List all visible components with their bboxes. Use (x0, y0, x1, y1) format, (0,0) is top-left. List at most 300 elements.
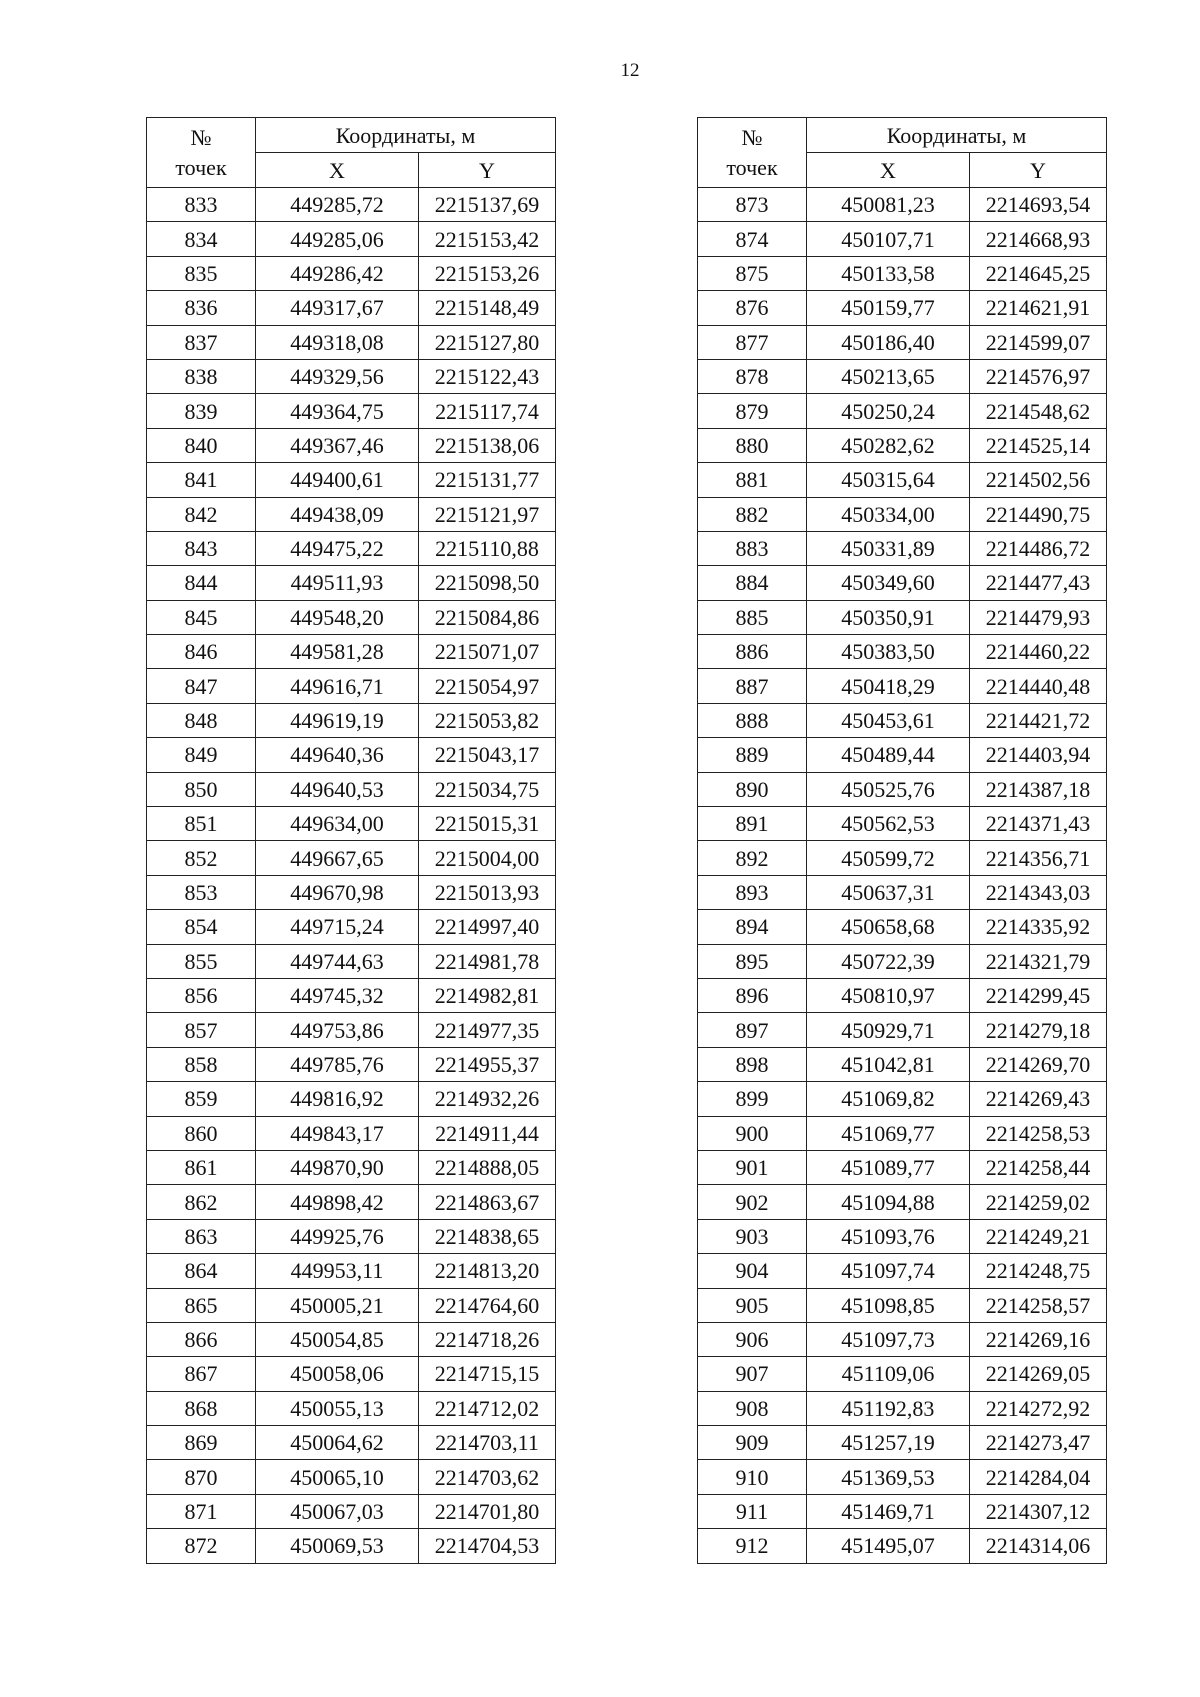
y-coordinate-cell: 2214701,80 (419, 1494, 556, 1528)
point-number-cell: 890 (698, 772, 807, 806)
table-row (698, 1254, 1107, 1288)
point-number-cell: 874 (698, 222, 807, 256)
table-row (147, 359, 556, 393)
table-row (698, 703, 1107, 737)
coordinates-header: Координаты, м (256, 118, 556, 153)
y-coordinate-cell: 2214932,26 (419, 1082, 556, 1116)
point-number-cell: 892 (698, 841, 807, 875)
table-row (147, 1150, 556, 1184)
table-body-right (698, 188, 1107, 1564)
point-number-cell: 857 (147, 1013, 256, 1047)
point-number-cell: 863 (147, 1219, 256, 1253)
y-coordinate-cell: 2215084,86 (419, 600, 556, 634)
point-number-cell: 845 (147, 600, 256, 634)
y-coordinate-cell: 2214258,57 (970, 1288, 1107, 1322)
x-coordinate-cell: 450107,71 (807, 222, 970, 256)
table-row (698, 256, 1107, 290)
point-number-cell: 897 (698, 1013, 807, 1047)
table-row (698, 1013, 1107, 1047)
point-number-cell: 886 (698, 635, 807, 669)
table-row (698, 394, 1107, 428)
y-coordinate-cell: 2215054,97 (419, 669, 556, 703)
point-number-cell: 869 (147, 1426, 256, 1460)
x-coordinate-cell: 449475,22 (256, 531, 419, 565)
table-row (698, 910, 1107, 944)
x-coordinate-cell: 450282,62 (807, 428, 970, 462)
y-coordinate-cell: 2214863,67 (419, 1185, 556, 1219)
point-number-cell: 891 (698, 807, 807, 841)
point-number-cell: 861 (147, 1150, 256, 1184)
x-coordinate-cell: 449616,71 (256, 669, 419, 703)
y-coordinate-cell: 2214258,44 (970, 1150, 1107, 1184)
x-coordinate-cell: 451192,83 (807, 1391, 970, 1425)
y-coordinate-cell: 2214813,20 (419, 1254, 556, 1288)
point-number-cell: 848 (147, 703, 256, 737)
x-coordinate-cell: 449816,92 (256, 1082, 419, 1116)
y-coordinate-cell: 2214703,11 (419, 1426, 556, 1460)
table-row (698, 1322, 1107, 1356)
table-row (147, 738, 556, 772)
coordinates-table-right (697, 117, 1107, 1564)
table-row (147, 291, 556, 325)
point-number-cell: 898 (698, 1047, 807, 1081)
x-coordinate-cell: 450929,71 (807, 1013, 970, 1047)
point-number-cell: 849 (147, 738, 256, 772)
y-coordinate-cell: 2214502,56 (970, 463, 1107, 497)
point-number-cell: 868 (147, 1391, 256, 1425)
x-coordinate-cell: 449785,76 (256, 1047, 419, 1081)
table-row (698, 1116, 1107, 1150)
x-coordinate-cell: 450562,53 (807, 807, 970, 841)
table-row (698, 875, 1107, 909)
x-coordinate-cell: 449870,90 (256, 1150, 419, 1184)
point-number-cell: 881 (698, 463, 807, 497)
x-coordinate-cell: 449634,00 (256, 807, 419, 841)
table-row (698, 1219, 1107, 1253)
x-coordinate-cell: 450315,64 (807, 463, 970, 497)
x-coordinate-cell: 450081,23 (807, 188, 970, 222)
x-coordinate-cell: 449745,32 (256, 978, 419, 1012)
point-number-cell: 856 (147, 978, 256, 1012)
point-number-cell: 864 (147, 1254, 256, 1288)
x-coordinate-cell: 449367,46 (256, 428, 419, 462)
point-number-cell: 846 (147, 635, 256, 669)
y-coordinate-cell: 2214259,02 (970, 1185, 1107, 1219)
table-row (147, 1322, 556, 1356)
x-coordinate-cell: 451097,73 (807, 1322, 970, 1356)
x-coordinate-cell: 450055,13 (256, 1391, 419, 1425)
number-sign-label: № (190, 124, 212, 150)
y-coordinate-cell: 2214440,48 (970, 669, 1107, 703)
point-number-cell: 895 (698, 944, 807, 978)
x-coordinate-cell: 449744,63 (256, 944, 419, 978)
table-row (698, 738, 1107, 772)
point-number-cell: 858 (147, 1047, 256, 1081)
x-header: X (807, 153, 970, 188)
point-number-cell: 911 (698, 1494, 807, 1528)
x-coordinate-cell: 451495,07 (807, 1529, 970, 1563)
x-coordinate-cell: 449438,09 (256, 497, 419, 531)
x-coordinate-cell: 451469,71 (807, 1494, 970, 1528)
y-coordinate-cell: 2215071,07 (419, 635, 556, 669)
point-number-cell: 835 (147, 256, 256, 290)
point-number-cell: 866 (147, 1322, 256, 1356)
point-number-cell: 842 (147, 497, 256, 531)
y-header: Y (970, 153, 1107, 188)
y-coordinate-cell: 2214307,12 (970, 1494, 1107, 1528)
y-coordinate-cell: 2214764,60 (419, 1288, 556, 1322)
table-row (698, 291, 1107, 325)
points-label: точек (175, 154, 227, 180)
table-row (147, 841, 556, 875)
point-number-cell: 907 (698, 1357, 807, 1391)
x-coordinate-cell: 450067,03 (256, 1494, 419, 1528)
x-coordinate-cell: 449925,76 (256, 1219, 419, 1253)
x-coordinate-cell: 451097,74 (807, 1254, 970, 1288)
x-coordinate-cell: 451069,82 (807, 1082, 970, 1116)
x-coordinate-cell: 449318,08 (256, 325, 419, 359)
table-row (147, 910, 556, 944)
point-number-cell: 885 (698, 600, 807, 634)
x-coordinate-cell: 450064,62 (256, 1426, 419, 1460)
table-row (147, 394, 556, 428)
table-row (147, 497, 556, 531)
point-number-cell: 903 (698, 1219, 807, 1253)
y-header: Y (419, 153, 556, 188)
y-coordinate-cell: 2214248,75 (970, 1254, 1107, 1288)
table-row (147, 1391, 556, 1425)
table-row (147, 1288, 556, 1322)
point-number-cell: 850 (147, 772, 256, 806)
table-row (147, 1185, 556, 1219)
y-coordinate-cell: 2214576,97 (970, 359, 1107, 393)
point-number-cell: 876 (698, 291, 807, 325)
table-row (147, 669, 556, 703)
y-coordinate-cell: 2214269,05 (970, 1357, 1107, 1391)
table-row (698, 807, 1107, 841)
x-coordinate-cell: 450159,77 (807, 291, 970, 325)
table-row (147, 428, 556, 462)
point-number-cell: 902 (698, 1185, 807, 1219)
table-row (698, 772, 1107, 806)
y-coordinate-cell: 2214479,93 (970, 600, 1107, 634)
x-coordinate-cell: 449285,06 (256, 222, 419, 256)
point-number-cell: 836 (147, 291, 256, 325)
point-number-cell: 872 (147, 1529, 256, 1563)
point-number-cell: 905 (698, 1288, 807, 1322)
table-row (147, 1494, 556, 1528)
y-coordinate-cell: 2214477,43 (970, 566, 1107, 600)
table-body-left (147, 188, 556, 1564)
point-number-cell: 854 (147, 910, 256, 944)
y-coordinate-cell: 2214314,06 (970, 1529, 1107, 1563)
point-number-cell: 867 (147, 1357, 256, 1391)
x-coordinate-cell: 449670,98 (256, 875, 419, 909)
x-coordinate-cell: 450383,50 (807, 635, 970, 669)
x-header: X (256, 153, 419, 188)
x-coordinate-cell: 449898,42 (256, 1185, 419, 1219)
point-number-cell: 901 (698, 1150, 807, 1184)
point-number-cell: 882 (698, 497, 807, 531)
point-number-cell: 871 (147, 1494, 256, 1528)
y-coordinate-cell: 2214490,75 (970, 497, 1107, 531)
x-coordinate-cell: 450250,24 (807, 394, 970, 428)
table-row (698, 1357, 1107, 1391)
table-row (698, 463, 1107, 497)
point-number-cell: 877 (698, 325, 807, 359)
table-row (698, 188, 1107, 222)
point-number-cell: 880 (698, 428, 807, 462)
y-coordinate-cell: 2214269,43 (970, 1082, 1107, 1116)
y-coordinate-cell: 2215153,42 (419, 222, 556, 256)
table-row (147, 256, 556, 290)
y-coordinate-cell: 2214997,40 (419, 910, 556, 944)
table-row (698, 1082, 1107, 1116)
table-row (698, 325, 1107, 359)
y-coordinate-cell: 2214693,54 (970, 188, 1107, 222)
y-coordinate-cell: 2214525,14 (970, 428, 1107, 462)
y-coordinate-cell: 2214621,91 (970, 291, 1107, 325)
x-coordinate-cell: 450334,00 (807, 497, 970, 531)
y-coordinate-cell: 2214888,05 (419, 1150, 556, 1184)
x-coordinate-cell: 451109,06 (807, 1357, 970, 1391)
point-number-cell: 865 (147, 1288, 256, 1322)
table-row (147, 1047, 556, 1081)
x-coordinate-cell: 451369,53 (807, 1460, 970, 1494)
x-coordinate-cell: 451257,19 (807, 1426, 970, 1460)
point-number-header (698, 118, 807, 188)
x-coordinate-cell: 451093,76 (807, 1219, 970, 1253)
table-row (698, 1529, 1107, 1563)
point-number-cell: 896 (698, 978, 807, 1012)
table-row (698, 1460, 1107, 1494)
table-row (698, 1150, 1107, 1184)
point-number-cell: 860 (147, 1116, 256, 1150)
point-number-cell: 844 (147, 566, 256, 600)
x-coordinate-cell: 450722,39 (807, 944, 970, 978)
table-row (698, 600, 1107, 634)
table-row (147, 1426, 556, 1460)
y-coordinate-cell: 2214548,62 (970, 394, 1107, 428)
y-coordinate-cell: 2214269,70 (970, 1047, 1107, 1081)
x-coordinate-cell: 451098,85 (807, 1288, 970, 1322)
point-number-cell: 900 (698, 1116, 807, 1150)
y-coordinate-cell: 2214460,22 (970, 635, 1107, 669)
table-row (147, 944, 556, 978)
table-row (698, 222, 1107, 256)
table-row (698, 1185, 1107, 1219)
x-coordinate-cell: 449619,19 (256, 703, 419, 737)
y-coordinate-cell: 2214335,92 (970, 910, 1107, 944)
table-row (147, 1357, 556, 1391)
number-sign-label: № (741, 124, 763, 150)
table-row (147, 1116, 556, 1150)
x-coordinate-cell: 451042,81 (807, 1047, 970, 1081)
y-coordinate-cell: 2214279,18 (970, 1013, 1107, 1047)
x-coordinate-cell: 449317,67 (256, 291, 419, 325)
x-coordinate-cell: 449843,17 (256, 1116, 419, 1150)
table-row (147, 978, 556, 1012)
y-coordinate-cell: 2215131,77 (419, 463, 556, 497)
point-number-cell: 883 (698, 531, 807, 565)
table-row (698, 566, 1107, 600)
x-coordinate-cell: 449753,86 (256, 1013, 419, 1047)
page-number: 12 (620, 60, 640, 81)
x-coordinate-cell: 450525,76 (807, 772, 970, 806)
point-number-cell: 904 (698, 1254, 807, 1288)
point-number-cell: 838 (147, 359, 256, 393)
table-row (147, 1460, 556, 1494)
y-coordinate-cell: 2215137,69 (419, 188, 556, 222)
y-coordinate-cell: 2214486,72 (970, 531, 1107, 565)
x-coordinate-cell: 450418,29 (807, 669, 970, 703)
point-number-cell: 909 (698, 1426, 807, 1460)
point-number-cell: 851 (147, 807, 256, 841)
y-coordinate-cell: 2215098,50 (419, 566, 556, 600)
table-row (147, 1219, 556, 1253)
point-number-cell: 884 (698, 566, 807, 600)
point-number-cell: 855 (147, 944, 256, 978)
y-coordinate-cell: 2215121,97 (419, 497, 556, 531)
point-number-cell: 843 (147, 531, 256, 565)
y-coordinate-cell: 2214343,03 (970, 875, 1107, 909)
point-number-cell: 912 (698, 1529, 807, 1563)
point-number-cell: 859 (147, 1082, 256, 1116)
y-coordinate-cell: 2215148,49 (419, 291, 556, 325)
y-coordinate-cell: 2215127,80 (419, 325, 556, 359)
y-coordinate-cell: 2214599,07 (970, 325, 1107, 359)
x-coordinate-cell: 450054,85 (256, 1322, 419, 1356)
table-row (698, 1391, 1107, 1425)
y-coordinate-cell: 2215043,17 (419, 738, 556, 772)
table-row (147, 1529, 556, 1563)
y-coordinate-cell: 2214249,21 (970, 1219, 1107, 1253)
x-coordinate-cell: 450810,97 (807, 978, 970, 1012)
point-number-cell: 870 (147, 1460, 256, 1494)
table-row (147, 566, 556, 600)
x-coordinate-cell: 450349,60 (807, 566, 970, 600)
table-row (698, 944, 1107, 978)
table-row (147, 772, 556, 806)
y-coordinate-cell: 2215013,93 (419, 875, 556, 909)
table-row (147, 531, 556, 565)
table-row (698, 841, 1107, 875)
y-coordinate-cell: 2215034,75 (419, 772, 556, 806)
table-row (698, 1288, 1107, 1322)
x-coordinate-cell: 450350,91 (807, 600, 970, 634)
y-coordinate-cell: 2214982,81 (419, 978, 556, 1012)
y-coordinate-cell: 2214703,62 (419, 1460, 556, 1494)
y-coordinate-cell: 2214981,78 (419, 944, 556, 978)
table-row (147, 463, 556, 497)
x-coordinate-cell: 449329,56 (256, 359, 419, 393)
y-coordinate-cell: 2214704,53 (419, 1529, 556, 1563)
table-row (147, 807, 556, 841)
x-coordinate-cell: 450599,72 (807, 841, 970, 875)
x-coordinate-cell: 449953,11 (256, 1254, 419, 1288)
x-coordinate-cell: 450453,61 (807, 703, 970, 737)
point-number-cell: 853 (147, 875, 256, 909)
point-number-cell: 841 (147, 463, 256, 497)
x-coordinate-cell: 450186,40 (807, 325, 970, 359)
y-coordinate-cell: 2215138,06 (419, 428, 556, 462)
table-row (147, 1254, 556, 1288)
x-coordinate-cell: 450069,53 (256, 1529, 419, 1563)
y-coordinate-cell: 2214273,47 (970, 1426, 1107, 1460)
point-number-cell: 894 (698, 910, 807, 944)
x-coordinate-cell: 450005,21 (256, 1288, 419, 1322)
point-number-header (147, 118, 256, 188)
table-row (147, 222, 556, 256)
table-row (698, 1494, 1107, 1528)
table-row (698, 1047, 1107, 1081)
x-coordinate-cell: 449364,75 (256, 394, 419, 428)
point-number-cell: 888 (698, 703, 807, 737)
table-row (147, 635, 556, 669)
point-number-cell: 878 (698, 359, 807, 393)
y-coordinate-cell: 2214955,37 (419, 1047, 556, 1081)
y-coordinate-cell: 2215153,26 (419, 256, 556, 290)
x-coordinate-cell: 450133,58 (807, 256, 970, 290)
y-coordinate-cell: 2214645,25 (970, 256, 1107, 290)
table-row (698, 978, 1107, 1012)
y-coordinate-cell: 2214911,44 (419, 1116, 556, 1150)
table-row (147, 600, 556, 634)
coordinates-table-left (146, 117, 556, 1564)
x-coordinate-cell: 449715,24 (256, 910, 419, 944)
x-coordinate-cell: 449548,20 (256, 600, 419, 634)
x-coordinate-cell: 449285,72 (256, 188, 419, 222)
x-coordinate-cell: 449640,36 (256, 738, 419, 772)
y-coordinate-cell: 2214718,26 (419, 1322, 556, 1356)
y-coordinate-cell: 2214421,72 (970, 703, 1107, 737)
x-coordinate-cell: 450489,44 (807, 738, 970, 772)
table-row (698, 359, 1107, 393)
y-coordinate-cell: 2214356,71 (970, 841, 1107, 875)
y-coordinate-cell: 2214299,45 (970, 978, 1107, 1012)
table-row (147, 1013, 556, 1047)
table-row (147, 875, 556, 909)
coordinates-header: Координаты, м (807, 118, 1107, 153)
x-coordinate-cell: 451069,77 (807, 1116, 970, 1150)
y-coordinate-cell: 2215053,82 (419, 703, 556, 737)
point-number-cell: 910 (698, 1460, 807, 1494)
point-number-cell: 837 (147, 325, 256, 359)
table-row (147, 703, 556, 737)
table-row (698, 1426, 1107, 1460)
point-number-cell: 875 (698, 256, 807, 290)
point-number-cell: 889 (698, 738, 807, 772)
table-row (698, 531, 1107, 565)
x-coordinate-cell: 450637,31 (807, 875, 970, 909)
point-number-cell: 852 (147, 841, 256, 875)
x-coordinate-cell: 450213,65 (807, 359, 970, 393)
y-coordinate-cell: 2214403,94 (970, 738, 1107, 772)
table-row (698, 635, 1107, 669)
x-coordinate-cell: 451089,77 (807, 1150, 970, 1184)
point-number-cell: 873 (698, 188, 807, 222)
point-number-cell: 887 (698, 669, 807, 703)
y-coordinate-cell: 2214668,93 (970, 222, 1107, 256)
x-coordinate-cell: 450331,89 (807, 531, 970, 565)
x-coordinate-cell: 450658,68 (807, 910, 970, 944)
y-coordinate-cell: 2214838,65 (419, 1219, 556, 1253)
x-coordinate-cell: 449400,61 (256, 463, 419, 497)
x-coordinate-cell: 450065,10 (256, 1460, 419, 1494)
y-coordinate-cell: 2214258,53 (970, 1116, 1107, 1150)
point-number-cell: 839 (147, 394, 256, 428)
x-coordinate-cell: 449286,42 (256, 256, 419, 290)
